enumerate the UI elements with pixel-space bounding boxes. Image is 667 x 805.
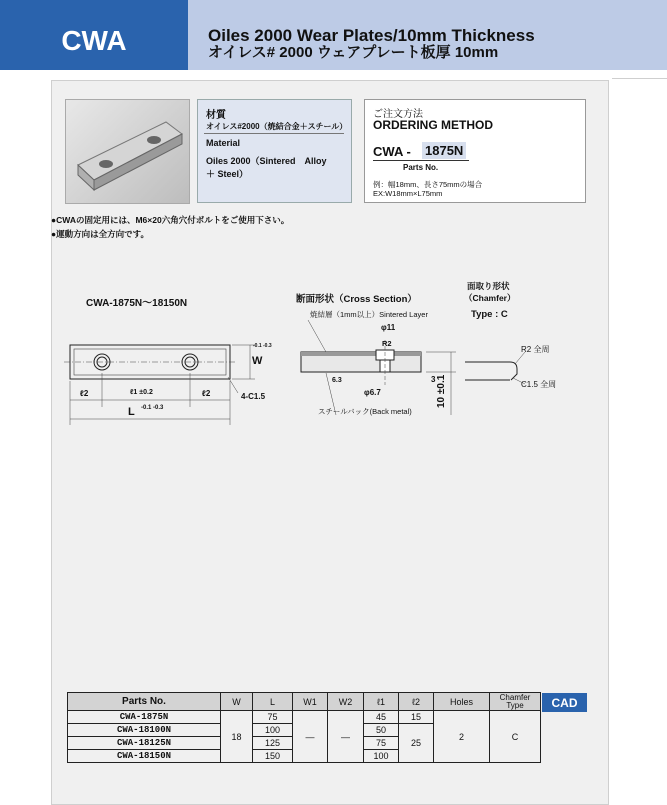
dim-3: 3 — [431, 375, 436, 384]
material-value-en-line1: Oiles 2000（Sintered Alloy — [206, 156, 327, 166]
material-label-jp: 材質 — [206, 110, 226, 121]
row-part: CWA-18125N — [68, 737, 221, 750]
divider — [373, 160, 469, 161]
dim-l1: ℓ1 ±0.2 — [130, 389, 153, 396]
col-w: W — [221, 693, 253, 711]
dim-l: L — [128, 406, 135, 418]
chamfer-drawing — [465, 340, 575, 395]
cell-l: 150 — [253, 750, 293, 763]
col-l: L — [253, 693, 293, 711]
product-photo — [65, 99, 190, 204]
note-2: ●運動方向は全方向です。 — [51, 229, 149, 239]
back-metal-label: スチールバック(Back metal) — [318, 407, 412, 416]
cell-l2: 25 — [399, 724, 434, 763]
dim-63: 6.3 — [332, 377, 342, 384]
note-1: ●CWAの固定用には、M6×20六角穴付ボルトをご使用下さい。 — [51, 215, 290, 225]
cell-holes: 2 — [434, 711, 490, 763]
col-l1: ℓ1 — [364, 693, 399, 711]
spec-table — [67, 692, 541, 763]
title-block — [188, 0, 667, 70]
dim-4c15: 4-C1.5 — [241, 392, 266, 401]
sintered-layer-label: 焼結層（1mm以上）Sintered Layer — [310, 310, 428, 319]
dim-l2-left: ℓ2 — [80, 389, 89, 398]
cad-button[interactable]: CAD — [542, 693, 587, 712]
range-label: CWA-1875N～18150N — [86, 298, 188, 309]
dim-10: 10 ±0.1 — [436, 374, 447, 408]
cell-l: 100 — [253, 724, 293, 737]
order-code-value: 1875N — [422, 142, 466, 159]
material-box — [197, 99, 352, 203]
ordering-label-en: ORDERING METHOD — [373, 118, 493, 132]
order-code-prefix: CWA - — [373, 144, 411, 159]
col-l2: ℓ2 — [399, 693, 434, 711]
cell-w: 18 — [221, 711, 253, 763]
dim-phi67: φ6.7 — [364, 388, 381, 397]
chamfer-r2-label: R2 全周 — [521, 345, 550, 354]
dim-phi11: φ11 — [381, 323, 396, 332]
chamfer-label-en: （Chamfer） — [464, 293, 516, 303]
chamfer-label-jp: 面取り形状 — [467, 281, 510, 291]
cell-l1: 45 — [364, 711, 399, 724]
ordering-label-jp: ご注文方法 — [373, 109, 423, 120]
ordering-box — [364, 99, 586, 203]
material-label-en: Material — [206, 138, 241, 148]
chamfer-type: Type : C — [471, 309, 508, 320]
material-value-en-line2: ＋ Steel） — [206, 169, 249, 179]
cell-w2: — — [328, 711, 364, 763]
col-holes: Holes — [434, 693, 490, 711]
dim-l-tol: -0.1 -0.3 — [141, 405, 164, 411]
title-jp: オイレス# 2000 ウェアプレート板厚 10mm — [208, 44, 499, 61]
col-parts-no: Parts No. — [68, 693, 221, 711]
parts-no-label: Parts No. — [403, 163, 439, 172]
example-en: EX:W18mm×L75mm — [373, 189, 443, 198]
chamfer-c15-label: C1.5 全周 — [521, 380, 557, 389]
title-en: Oiles 2000 Wear Plates/10mm Thickness — [208, 26, 535, 45]
cell-l1: 75 — [364, 737, 399, 750]
row-part: CWA-18150N — [68, 750, 221, 763]
col-chamfer: Chamfer Type — [490, 693, 541, 711]
cell-w1: — — [293, 711, 328, 763]
divider — [204, 133, 344, 134]
page-header — [0, 0, 667, 76]
cell-l: 75 — [253, 711, 293, 724]
material-value-jp: オイレス#2000（焼結合金＋スチール） — [206, 122, 348, 131]
dim-l2-right: ℓ2 — [202, 389, 211, 398]
col-w2: W2 — [328, 693, 364, 711]
row-part: CWA-18100N — [68, 724, 221, 737]
cell-l1: 50 — [364, 724, 399, 737]
dim-w-tol: -0.1 -0.3 — [253, 343, 272, 349]
dim-w: W — [252, 355, 263, 367]
cell-l2: 15 — [399, 711, 434, 724]
plan-view-drawing — [60, 335, 280, 430]
product-code: CWA — [0, 0, 188, 70]
col-w1: W1 — [293, 693, 328, 711]
row-part: CWA-1875N — [68, 711, 221, 724]
dim-r2: R2 — [382, 339, 392, 348]
cell-l1: 100 — [364, 750, 399, 763]
cell-l: 125 — [253, 737, 293, 750]
cross-section-label: 断面形状（Cross Section） — [296, 294, 417, 305]
cell-chamfer: C — [490, 711, 541, 763]
example-jp: 例：幅18mm、長さ75mmの場合 — [373, 180, 483, 189]
divider — [612, 78, 667, 79]
